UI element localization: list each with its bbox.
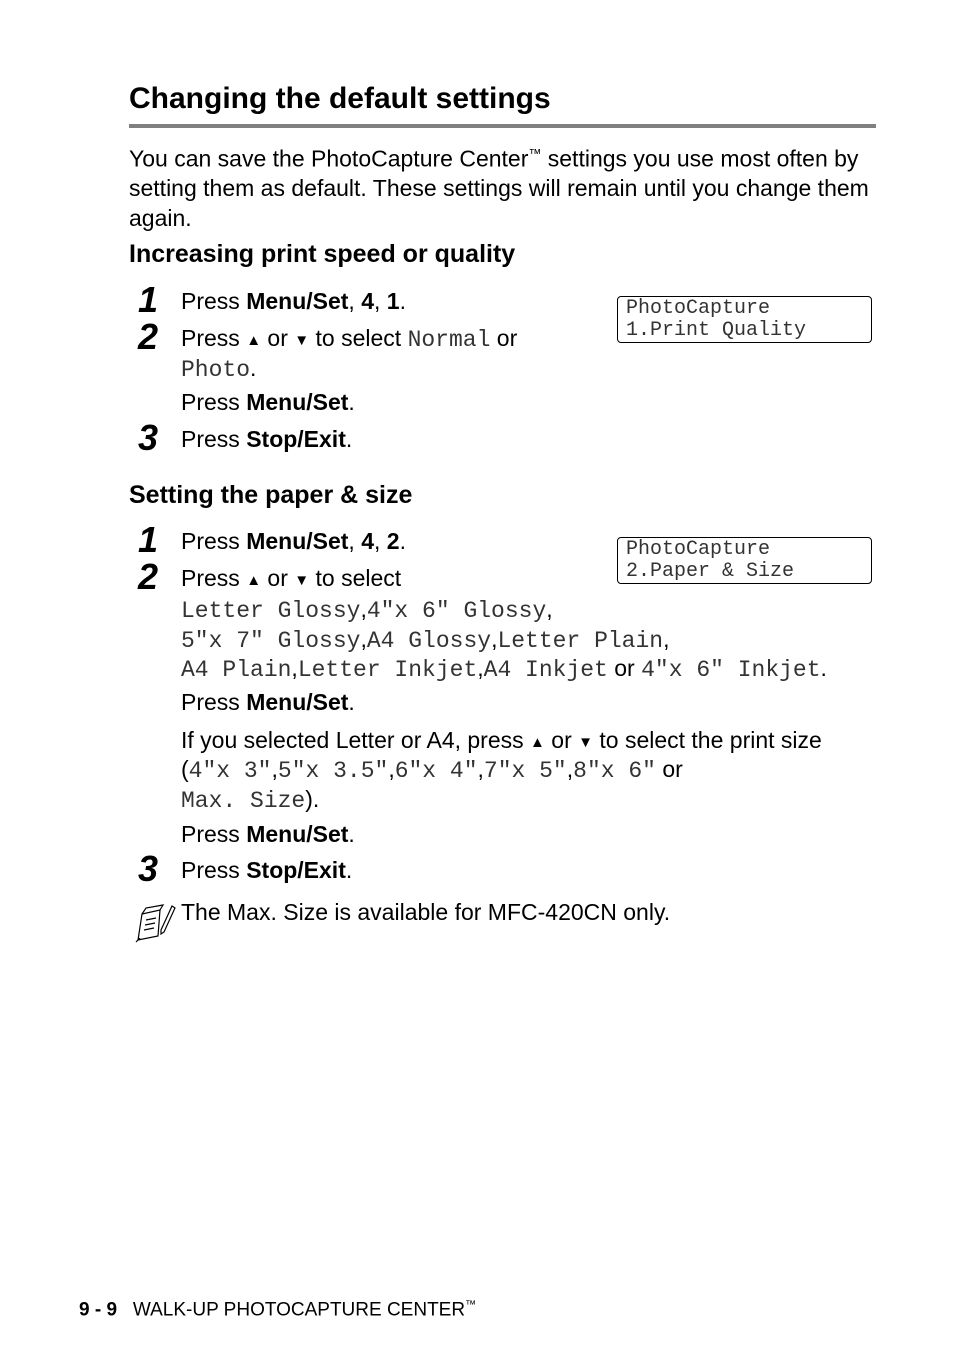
- down-arrow-icon: ▼: [294, 332, 310, 349]
- step-text: Press Stop/Exit.: [181, 426, 353, 452]
- step-text: Press Menu/Set, 4, 2.: [181, 528, 406, 554]
- footer-title: WALK-UP PHOTOCAPTURE CENTER: [132, 1299, 466, 1321]
- up-arrow-icon: ▲: [246, 332, 262, 349]
- step-number: 2: [138, 556, 159, 597]
- step-number: 3: [138, 417, 159, 458]
- step-text: Press Menu/Set, 4, 1.: [181, 288, 406, 314]
- paper-options: Letter Glossy,4"x 6" Glossy,: [181, 596, 553, 624]
- step-number: 1: [138, 519, 159, 560]
- step-text: Press Stop/Exit.: [181, 857, 353, 883]
- up-arrow-icon: ▲: [530, 734, 545, 751]
- down-arrow-icon: ▼: [578, 734, 593, 751]
- step-text: If you selected Letter or A4, press ▲ or ▼ to select the print size: [181, 727, 822, 753]
- step-text: Press Menu/Set.: [181, 821, 355, 847]
- title-divider: [129, 124, 876, 128]
- lcd-display-print-quality: PhotoCapture 1.Print Quality: [617, 296, 872, 343]
- step-text: Press Menu/Set.: [181, 389, 355, 415]
- subtitle-paper-size: Setting the paper & size: [129, 481, 413, 509]
- up-arrow-icon: ▲: [246, 572, 262, 589]
- size-options: (4"x 3",5"x 3.5",6"x 4",7"x 5",8"x 6" or: [181, 756, 683, 784]
- step-number: 3: [138, 848, 159, 889]
- note-pencil-icon: [134, 900, 176, 944]
- paper-options: A4 Plain,Letter Inkjet,A4 Inkjet or 4"x 6" Inkjet.: [181, 655, 827, 683]
- step-text: Press ▲ or ▼ to select: [181, 565, 402, 591]
- step-text: Press ▲ or ▼ to select Normal or: [181, 325, 518, 353]
- intro-paragraph: You can save the PhotoCapture Center™ settings you use most often by setting them as default. These settings will remain until you change them again.: [129, 145, 869, 231]
- step-number: 2: [138, 316, 159, 357]
- size-options: Max. Size).: [181, 786, 320, 814]
- step-number: 1: [138, 279, 159, 320]
- down-arrow-icon: ▼: [294, 572, 310, 589]
- note-text: The Max. Size is available for MFC-420CN only.: [181, 899, 671, 925]
- paper-options: 5"x 7" Glossy,A4 Glossy,Letter Plain,: [181, 626, 670, 654]
- step-text: Photo.: [181, 355, 257, 383]
- page-footer: 9 - 9 WALK-UP PHOTOCAPTURE CENTER™: [79, 1299, 477, 1321]
- page-number: 9 - 9: [79, 1299, 118, 1321]
- lcd-display-paper-size: PhotoCapture 2.Paper & Size: [617, 537, 872, 584]
- subtitle-print-quality: Increasing print speed or quality: [129, 240, 516, 268]
- page-title: Changing the default settings: [129, 82, 551, 115]
- step-text: Press Menu/Set.: [181, 689, 355, 715]
